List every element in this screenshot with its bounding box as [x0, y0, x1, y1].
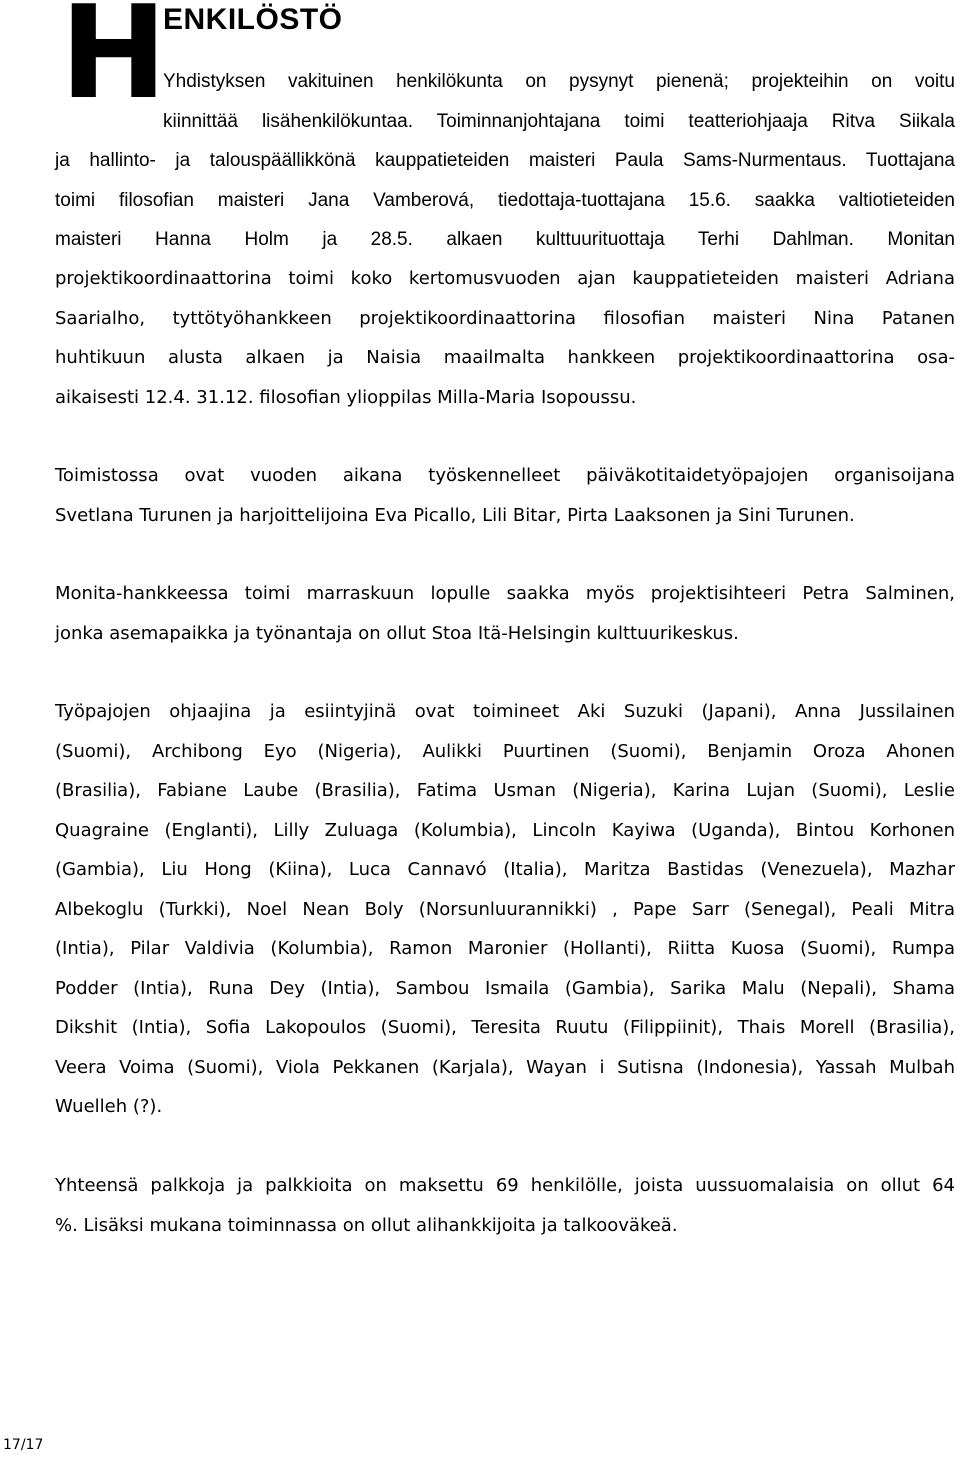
text-line: jonka asemapaikka ja työnantaja on ollut Stoa Itä-Helsingin kulttuurikeskus. [55, 622, 739, 644]
office-paragraph [55, 456, 955, 535]
text-line: Yhdistyksen vakituinen henkilökunta on pysynyt pienenä; projekteihin on voitu [163, 71, 955, 92]
text-line: %. Lisäksi mukana toiminnassa on ollut alihankkijoita ja talkooväkeä. [55, 1214, 678, 1236]
workshop-leaders-paragraph [55, 692, 955, 1127]
text-line: Albekoglu (Turkki), Noel Nean Boly (Norsunluurannikki) , Pape Sarr (Senegal), Peali Mitra [55, 898, 955, 920]
text-line: (Intia), Pilar Valdivia (Kolumbia), Ramon Maronier (Hollanti), Riitta Kuosa (Suomi), Rumpa [55, 938, 955, 959]
text-line: Dikshit (Intia), Sofia Lakopoulos (Suomi), Teresita Ruutu (Filippiinit), Thais Morell (Brasilia), [55, 1017, 955, 1038]
page-number: 17/17 [3, 1437, 44, 1453]
text-line: Yhteensä palkkoja ja palkkioita on maksettu 69 henkilölle, joista uussuomalaisia on ollut 64 [55, 1175, 955, 1196]
text-line: ja hallinto- ja talouspäällikkönä kauppatieteiden maisteri Paula Sams-Nurmentaus. Tuottajana [55, 150, 955, 171]
text-line: (Gambia), Liu Hong (Kiina), Luca Cannavó (Italia), Maritza Bastidas (Venezuela), Mazhar [55, 859, 955, 880]
text-line: huhtikuun alusta alkaen ja Naisia maailmalta hankkeen projektikoordinaattorina osa- [55, 347, 955, 368]
section-title: ENKILÖSTÖ [163, 3, 343, 36]
text-line: aikaisesti 12.4. 31.12. filosofian ylioppilas Milla-Maria Isopoussu. [55, 386, 637, 408]
text-line: Quagraine (Englanti), Lilly Zuluaga (Kolumbia), Lincoln Kayiwa (Uganda), Bintou Korhonen [55, 819, 955, 841]
text-line: (Suomi), Archibong Eyo (Nigeria), Aulikki Puurtinen (Suomi), Benjamin Oroza Ahonen [55, 740, 955, 762]
text-line: Saarialho, tyttötyöhankkeen projektikoordinaattorina filosofian maisteri Nina Patanen [55, 307, 955, 329]
text-line: toimi filosofian maisteri Jana Vamberová, tiedottaja-tuottajana 15.6. saakka valtiotieteiden [55, 189, 955, 211]
monita-paragraph [55, 574, 955, 653]
staff-paragraph [55, 259, 955, 417]
text-line: (Brasilia), Fabiane Laube (Brasilia), Fatima Usman (Nigeria), Karina Lujan (Suomi), Leslie [55, 780, 955, 801]
text-line: projektikoordinaattorina toimi koko kertomusvuoden ajan kauppatieteiden maisteri Adriana [55, 268, 955, 289]
text-line: Työpajojen ohjaajina ja esiintyjinä ovat toimineet Aki Suzuki (Japani), Anna Jussilainen [55, 701, 955, 722]
text-line: kiinnittää lisähenkilökuntaa. Toiminnanjohtajana toimi teatteriohjaaja Ritva Siikala [163, 110, 955, 132]
intro-paragraph [163, 62, 955, 141]
dropcap-letter: H [60, 0, 166, 128]
text-line: Toimistossa ovat vuoden aikana työskennelleet päiväkotitaidetyöpajojen organisoijana [55, 465, 955, 486]
text-line: Veera Voima (Suomi), Viola Pekkanen (Karjala), Wayan i Sutisna (Indonesia), Yassah Mulbah [55, 1056, 955, 1078]
text-line: Svetlana Turunen ja harjoittelijoina Eva Picallo, Lili Bitar, Pirta Laaksonen ja Sini Turunen. [55, 504, 855, 526]
text-line: Podder (Intia), Runa Dey (Intia), Sambou Ismaila (Gambia), Sarika Malu (Nepali), Shama [55, 977, 955, 999]
staff-paragraph-start [55, 141, 955, 260]
text-line: Monita-hankkeessa toimi marraskuun lopulle saakka myös projektisihteeri Petra Salminen, [55, 583, 955, 604]
payments-paragraph [55, 1166, 955, 1245]
text-line: Wuelleh (?). [55, 1096, 163, 1117]
text-line: maisteri Hanna Holm ja 28.5. alkaen kulttuurituottaja Terhi Dahlman. Monitan [55, 229, 955, 250]
